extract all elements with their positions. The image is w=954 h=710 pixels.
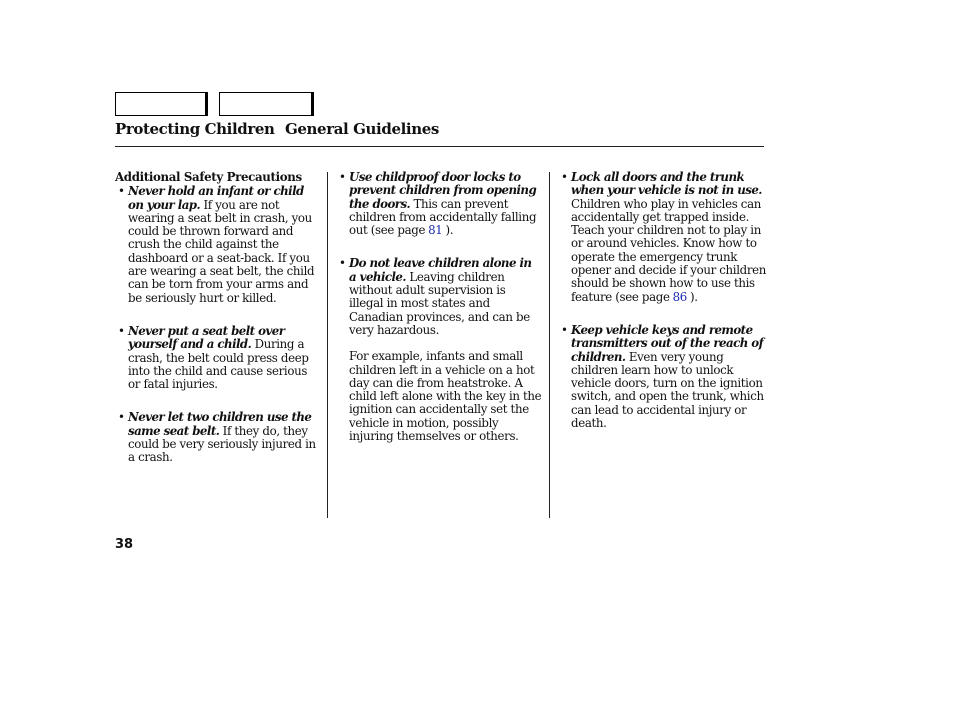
bullet-icon: • bbox=[118, 323, 125, 338]
page-link-81[interactable]: 81 bbox=[428, 223, 443, 238]
item-text: Even very young children learn how to unlock vehicle doors, turn on the ignition switch, and open the trunk, which can lead to accidental injury or death. bbox=[571, 349, 764, 431]
item-lead: Never hold an infant or child on your lap. bbox=[128, 184, 304, 212]
bullet-icon: • bbox=[339, 170, 346, 184]
item-text-after: ). bbox=[689, 289, 698, 304]
column-divider bbox=[549, 172, 550, 518]
item-text: If you are not wearing a seat belt in crash, you could be thrown forward and crush the child against the dashboard or a seat-back. If you are wearing a seat belt, the child can be torn from your arms and be seriously hurt or killed. bbox=[128, 197, 315, 305]
body-paragraph: For example, infants and small children left in a vehicle on a hot day can die from heatstroke. A child left alone with the key in the ignition can accidentally set the vehicle in motion, possibly injuring themselves or others. bbox=[349, 349, 542, 444]
item-text: If they do, they could be very seriously injured in a crash. bbox=[128, 423, 316, 465]
item-lead: Keep vehicle keys and remote transmitters out of the reach of children. bbox=[571, 322, 764, 364]
list-item bbox=[336, 257, 542, 337]
bullet-icon: • bbox=[118, 184, 125, 199]
item-lead: Never put a seat belt over yourself and a child. bbox=[128, 323, 285, 352]
section-title: Protecting Children bbox=[115, 120, 275, 138]
item-text: Children who play in vehicles can accidentally get trapped inside. Teach your children not to play in or around vehicles. Know how to operate the emergency trunk opener and decide if your children should be shown how to use this feature (see page bbox=[571, 196, 766, 304]
column-1 bbox=[115, 170, 321, 478]
bullet-icon: • bbox=[118, 410, 125, 425]
item-lead: Do not leave children alone in a vehicle. bbox=[349, 256, 532, 284]
page-number: 38 bbox=[115, 537, 134, 552]
bullet-icon: • bbox=[561, 170, 568, 184]
nav-button-1[interactable] bbox=[115, 92, 206, 116]
topic-title: General Guidelines bbox=[285, 120, 439, 138]
header-rule bbox=[115, 146, 764, 147]
list-item bbox=[558, 171, 766, 304]
column-divider bbox=[327, 172, 328, 518]
nav-button-2[interactable] bbox=[219, 92, 312, 116]
column-3 bbox=[558, 170, 766, 443]
item-lead: Never let two children use the same seat belt. bbox=[128, 410, 312, 438]
item-text: During a crash, the belt could press deep into the child and cause serious or fatal injuries. bbox=[128, 337, 309, 392]
list-item bbox=[115, 411, 321, 464]
list-item bbox=[336, 171, 542, 237]
item-text: Leaving children without adult supervision is illegal in most states and Canadian provinces, and can be very hazardous. bbox=[349, 269, 530, 337]
bullet-icon: • bbox=[561, 322, 568, 337]
column-2 bbox=[336, 170, 542, 443]
section-heading: Additional Safety Precautions bbox=[115, 170, 302, 184]
page-link-86[interactable]: 86 bbox=[672, 289, 687, 304]
item-lead: Use childproof door locks to prevent children from opening the doors. bbox=[349, 170, 537, 211]
bullet-icon: • bbox=[339, 256, 346, 271]
list-item bbox=[558, 324, 766, 430]
list-item bbox=[115, 185, 321, 305]
item-lead: Lock all doors and the trunk when your vehicle is not in use. bbox=[571, 170, 762, 198]
list-item bbox=[115, 325, 321, 391]
item-text: This can prevent children from accidentally falling out (see page bbox=[349, 196, 537, 238]
item-text-after: ). bbox=[445, 223, 454, 238]
